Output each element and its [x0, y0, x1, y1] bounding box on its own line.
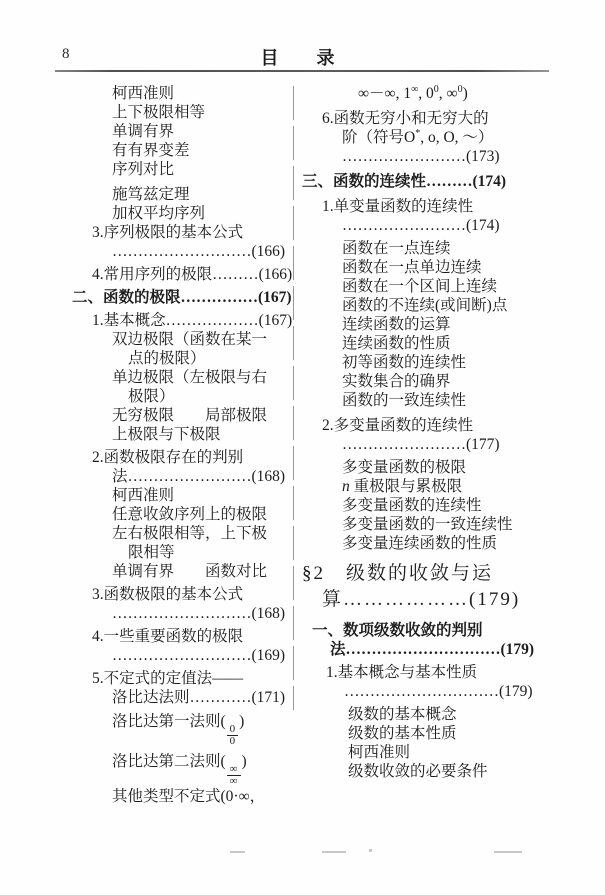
toc-line: 单调有界 — [112, 123, 175, 140]
toc-line: 函数的一致连续性 — [342, 392, 467, 409]
toc-line: 函数在一个区间上连续 — [342, 278, 498, 295]
toc-line: 3.函数极限的基本公式 — [92, 586, 244, 603]
fraction: $\frac{\infty}{\infty}$ — [227, 764, 241, 787]
toc-line: 洛比达第二法则( $\frac{\infty}{\infty}$ ) — [112, 753, 247, 787]
toc-line: 算………………(179) — [322, 589, 521, 610]
toc-line: n 重极限与累极限 — [342, 478, 463, 495]
toc-line: 3.序列极限的基本公式 — [92, 224, 244, 241]
toc-line: 连续函数的运算 — [342, 316, 451, 333]
toc-line: 5.不定式的定值法—— — [92, 670, 244, 687]
toc-line: 单调有界 函数对比 — [112, 563, 268, 580]
toc-line: 序列对比 — [112, 161, 175, 178]
toc-line: 限相等 — [128, 544, 175, 561]
toc-line: 柯西准则 — [112, 487, 175, 504]
toc-line: 连续函数的性质 — [342, 335, 451, 352]
toc-line: 任意收敛序列上的极限 — [112, 506, 268, 523]
toc-line: 6.函数无穷小和无穷大的 — [322, 110, 489, 127]
toc-line: 有有界变差 — [112, 142, 190, 159]
toc-line: 2.函数极限存在的判别 — [92, 449, 244, 466]
toc-line: 施笃兹定理 — [112, 186, 190, 203]
toc-line: 级数收敛的必要条件 — [348, 763, 488, 780]
toc-line: 法…………………………(179) — [330, 641, 535, 658]
toc-line: 1.基本概念………………(167) — [92, 312, 293, 329]
toc-line: 左右极限相等，上下极 — [112, 525, 268, 542]
toc-line: 上极限与下极限 — [112, 426, 221, 443]
scan-noise-mark — [322, 851, 346, 853]
toc-line: 多变量函数的极限 — [342, 459, 467, 476]
toc-line: 多变量连续函数的性质 — [342, 535, 498, 552]
header-rule — [55, 70, 549, 72]
toc-line: 洛比达第一法则( $\frac{0}{0}$ ) — [112, 713, 245, 747]
toc-line: 4.一些重要函数的极限 — [92, 628, 244, 645]
toc-line: 二、函数的极限……………(167) — [72, 289, 292, 306]
toc-line: 函数在一点单边连续 — [342, 259, 482, 276]
toc-line: 其他类型不定式(0·∞， — [112, 788, 266, 805]
toc-line: 点的极限） — [128, 350, 206, 367]
scan-noise-mark — [494, 851, 522, 853]
toc-line: 柯西准则 — [112, 85, 175, 102]
toc-line: 4.常用序列的极限………(166) — [92, 266, 293, 283]
toc-line: 双边极限（函数在某一 — [112, 331, 268, 348]
toc-line: 多变量函数的一致连续性 — [342, 516, 513, 533]
toc-line: ………………………(166) — [112, 243, 286, 260]
toc-line: 阶（符号O*, o, O, ～） — [342, 127, 494, 146]
toc-line: 无穷极限 局部极限 — [112, 407, 268, 424]
toc-line: 三、函数的连续性………(174) — [302, 173, 507, 190]
toc-line: 极限） — [128, 388, 175, 405]
toc-line: 初等函数的连续性 — [342, 354, 467, 371]
toc-line: ∞－∞, 1∞, $0^0$, ∞$^0$) — [358, 83, 468, 102]
toc-line: 洛比达法则…………(171) — [112, 689, 286, 706]
toc-line: §2 级数的收敛与运 — [302, 563, 494, 584]
toc-left-column — [70, 84, 308, 806]
toc-line: 法……………………(168) — [112, 468, 286, 485]
toc-right-column — [300, 84, 590, 781]
toc-line: 多变量函数的连续性 — [342, 497, 482, 514]
toc-line: 2.多变量函数的连续性 — [322, 417, 474, 434]
toc-line: ……………………(174) — [342, 217, 500, 234]
toc-line: 一、数项级数收敛的判别 — [312, 622, 483, 639]
page-title: 目 录 — [260, 48, 345, 68]
toc-line: 函数在一点连续 — [342, 240, 451, 257]
scan-noise-mark — [230, 851, 245, 853]
toc-line: 单边极限（左极限与右 — [112, 369, 268, 386]
toc-line: 上下极限相等 — [112, 104, 206, 121]
toc-line: ……………………(177) — [342, 436, 500, 453]
toc-line: ………………………(169) — [112, 647, 286, 664]
toc-line: 1.单变量函数的连续性 — [322, 198, 474, 215]
fraction: $\frac{0}{0}$ — [227, 724, 239, 747]
toc-line: …………………………(179) — [344, 683, 533, 700]
toc-line: 级数的基本性质 — [348, 725, 457, 742]
toc-line: 级数的基本概念 — [348, 706, 457, 723]
toc-line: 1.基本概念与基本性质 — [326, 664, 478, 681]
toc-line: 函数的不连续(或间断)点 — [342, 297, 508, 314]
page-number: 8 — [62, 46, 70, 62]
toc-line: 加权平均序列 — [112, 205, 206, 222]
scan-noise-mark — [369, 849, 372, 852]
toc-line: 实数集合的确界 — [342, 373, 451, 390]
toc-line: 柯西准则 — [348, 744, 411, 761]
toc-line: ……………………(173) — [342, 148, 500, 165]
toc-line: ………………………(168) — [112, 605, 286, 622]
